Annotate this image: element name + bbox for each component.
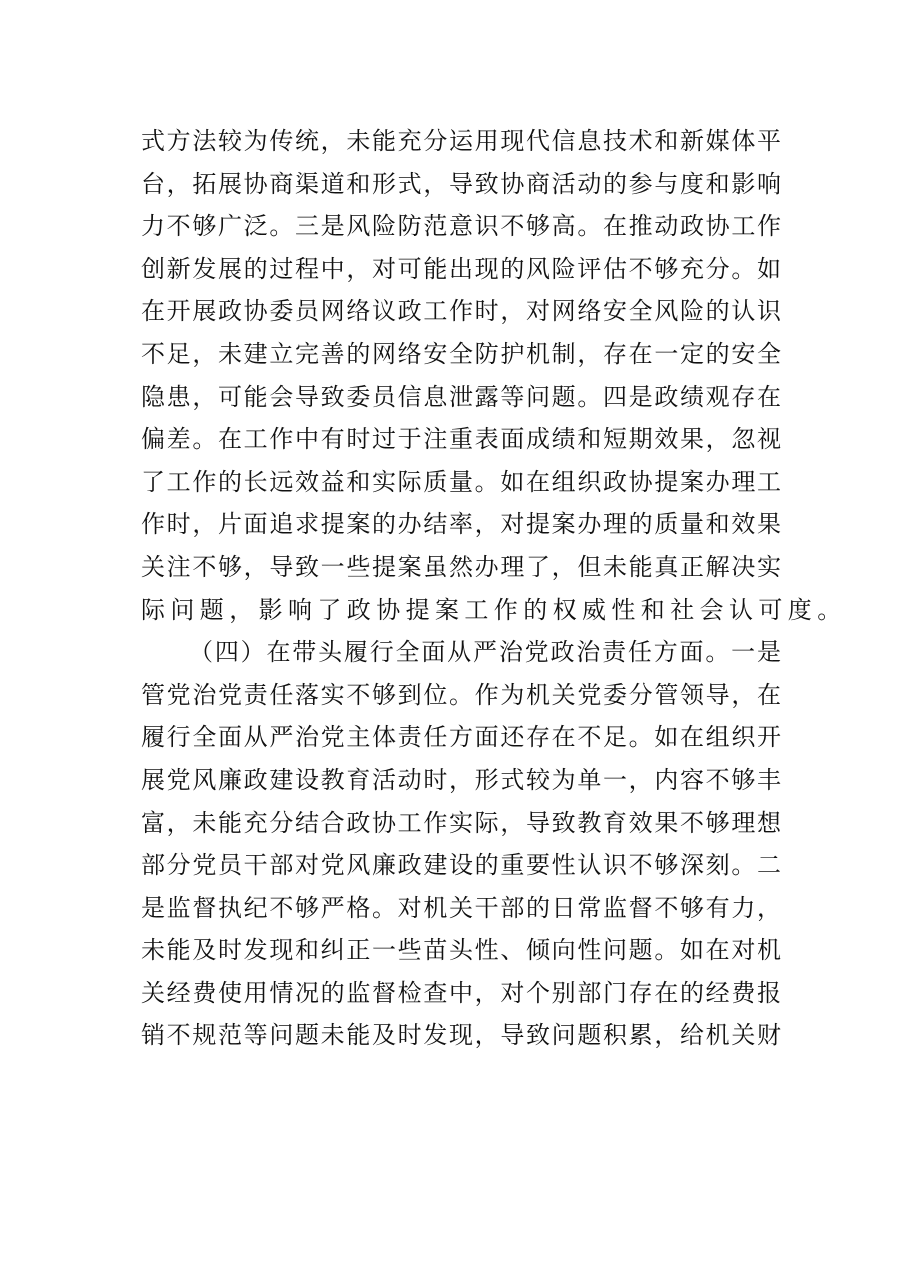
text-line: 管党治党责任落实不够到位。作为机关党委分管领导，在 <box>141 680 781 709</box>
text-line: 不足，未建立完善的网络安全防护机制，存在一定的安全 <box>141 339 781 368</box>
text-line: 力不够广泛。三是风险防范意识不够高。在推动政协工作 <box>141 212 781 241</box>
text-line: 偏差。在工作中有时过于注重表面成绩和短期效果，忽视 <box>141 425 781 454</box>
text-line: 关经费使用情况的监督检查中，对个别部门存在的经费报 <box>141 978 781 1007</box>
section-heading-line: （四）在带头履行全面从严治党政治责任方面。一是 <box>189 638 781 667</box>
text-line: 在开展政协委员网络议政工作时，对网络安全风险的认识 <box>141 297 781 326</box>
text-line: 隐患，可能会导致委员信息泄露等问题。四是政绩观存在 <box>141 382 781 411</box>
text-line: 式方法较为传统，未能充分运用现代信息技术和新媒体平 <box>141 127 781 155</box>
body-text <box>141 120 847 1057</box>
text-line: 部分党员干部对党风廉政建设的重要性认识不够深刻。二 <box>141 851 781 880</box>
text-line: 是监督执纪不够严格。对机关干部的日常监督不够有力， <box>141 893 781 922</box>
text-line: 富，未能充分结合政协工作实际，导致教育效果不够理想 <box>141 808 781 837</box>
text-line: 关注不够，导致一些提案虽然办理了，但未能真正解决实 <box>141 552 781 581</box>
text-line: 未能及时发现和纠正一些苗头性、倾向性问题。如在对机 <box>141 936 781 965</box>
text-line: 作时，片面追求提案的办结率，对提案办理的质量和效果 <box>141 510 781 539</box>
text-line: 履行全面从严治党主体责任方面还存在不足。如在组织开 <box>141 723 781 752</box>
text-line: 销不规范等问题未能及时发现，导致问题积累，给机关财 <box>141 1021 781 1050</box>
text-line: 台，拓展协商渠道和形式，导致协商活动的参与度和影响 <box>141 169 781 198</box>
paragraph-end-line: 际问题，影响了政协提案工作的权威性和社会认可度。 <box>141 595 847 624</box>
text-line: 了工作的长远效益和实际质量。如在组织政协提案办理工 <box>141 467 781 496</box>
text-line: 展党风廉政建设教育活动时，形式较为单一，内容不够丰 <box>141 765 781 794</box>
text-line: 创新发展的过程中，对可能出现的风险评估不够充分。如 <box>141 254 781 283</box>
